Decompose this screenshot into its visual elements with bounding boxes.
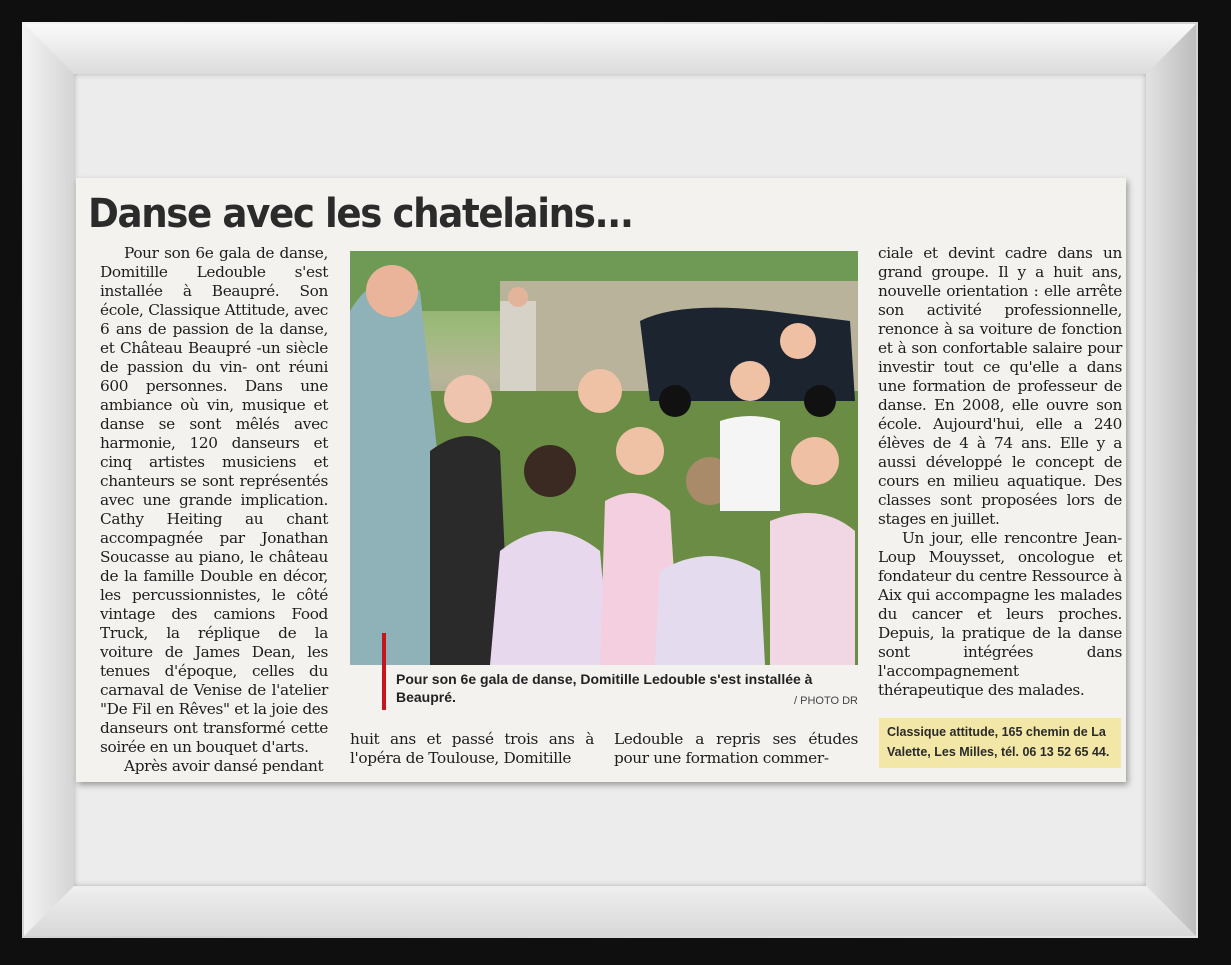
- dancers-photo-illustration: [350, 251, 858, 665]
- contact-infobox: Classique attitude, 165 chemin de La Valette, Les Milles, tél. 06 13 52 65 44.: [879, 718, 1121, 768]
- frame-bevel-bottom: [24, 886, 1196, 936]
- photo-caption: Pour son 6e gala de danse, Domitille Ledouble s'est installée à Beaupré.: [396, 671, 813, 705]
- article-photo: [350, 251, 858, 665]
- article-column-3: [614, 730, 858, 768]
- article-paragraph: ciale et devint cadre dans un grand groupe. Il y a huit ans, nouvelle orientation : elle arrête son activité professionnelle, renonce à sa voiture de fonction et à son confortable salaire pour investir tout ce qu'elle a dans une formation de professeur de danse. En 2008, elle ouvre son école. Aujourd'hui, elle a 240 élèves de 4 à 74 ans. Elle y a aussi développé le concept de cours en milieu aquatique. Des classes sont proposées lors de stages en juillet.: [878, 244, 1122, 528]
- article-paragraph: Pour son 6e gala de danse, Domitille Ledouble s'est installée à Beaupré. Son école, Classique Attitude, avec 6 ans de passion de la danse, et Château Beaupré -un siècle de passion du vin- ont réuni 600 personnes. Dans une ambiance où vin, musique et danse se sont mêlés avec harmonie, 120 danseurs et cinq artistes musiciens et chanteurs se sont représentés avec une grande implication. Cathy Heiting au chant accompagnée par Jonathan Soucasse au piano, le château de la famille Double en décor, les percussionnistes, le côté vintage des camions Food Truck, la réplique de la voiture de James Dean, les tenues d'époque, celles du carnaval de Venise de l'atelier "De Fil en Rêves" et la joie des danseurs ont transformé cette soirée en un bouquet d'arts.: [100, 244, 328, 756]
- article-paragraph: Après avoir dansé pendant: [124, 757, 324, 775]
- photo-credit: / PHOTO DR: [794, 695, 858, 707]
- article-paragraph: huit ans et passé trois ans à l'opéra de Toulouse, Domitille: [350, 730, 594, 767]
- article-column-2: [350, 730, 594, 768]
- article-column-1: [100, 244, 328, 776]
- article-paragraph: Ledouble a repris ses études pour une formation commer-: [614, 730, 858, 767]
- newspaper-clipping: [76, 178, 1126, 782]
- frame-bevel-right: [1146, 24, 1196, 936]
- article-column-4: [878, 244, 1122, 700]
- frame-bevel-top: [24, 24, 1196, 74]
- article-paragraph: Un jour, elle rencontre Jean-Loup Mouysset, oncologue et fondateur du centre Ressource à Aix qui accompagne les malades du cancer et leurs proches. Depuis, la pratique de la danse sont intégrées dans l'accompagnement thérapeutique des malades.: [878, 529, 1122, 699]
- caption-accent-bar: [382, 633, 386, 710]
- article-headline: Danse avec les chatelains...: [88, 191, 633, 237]
- frame-bevel-left: [24, 24, 74, 936]
